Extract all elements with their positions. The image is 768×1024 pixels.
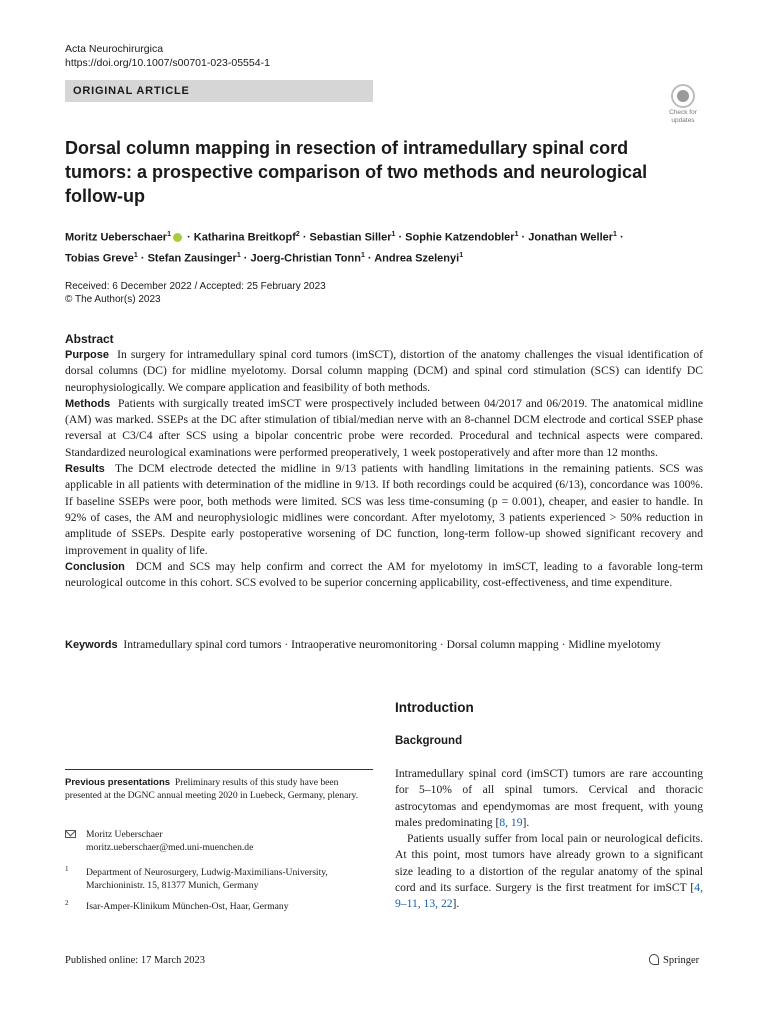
introduction-heading: Introduction bbox=[395, 700, 474, 715]
prev-label: Previous presentations bbox=[65, 777, 171, 788]
author-separator: · bbox=[364, 252, 375, 265]
paragraph-text: ]. bbox=[522, 815, 530, 829]
prev-text: Preliminary results of this study have been presented at the DGNC annual meeting 2020 in Luebeck, Germany, plenary. bbox=[65, 777, 359, 801]
author-separator: · bbox=[299, 231, 310, 244]
citation-link[interactable]: 4, 9–11, 13, 22 bbox=[395, 881, 703, 911]
abstract bbox=[65, 331, 703, 591]
author-name[interactable]: Joerg-Christian Tonn bbox=[250, 252, 361, 265]
section-label: Methods bbox=[65, 397, 111, 410]
previous-presentations-note bbox=[65, 776, 373, 802]
intro-paragraph-2 bbox=[395, 831, 703, 912]
author-affil: 2 bbox=[295, 231, 300, 238]
author-affil: 1 bbox=[167, 231, 171, 238]
author-name[interactable]: Jonathan Weller bbox=[528, 231, 614, 244]
author-affil: 1 bbox=[236, 251, 241, 259]
author-separator: · bbox=[184, 231, 194, 244]
affiliation-text: Isar-Amper-Klinikum München-Ost, Haar, Germany bbox=[86, 901, 289, 912]
affiliation-number: 2 bbox=[65, 899, 69, 907]
contact-name: Moritz Ueberschaer bbox=[86, 829, 163, 840]
section-label: Purpose bbox=[65, 349, 110, 361]
background-heading: Background bbox=[395, 735, 463, 747]
affiliation-text: Department of Neurosurgery, Ludwig-Maximilians-University, Marchioninistr. 15, 81377 Munich, Germany bbox=[86, 867, 328, 891]
footnote-divider bbox=[65, 769, 373, 770]
author-name[interactable]: Andrea Szelenyi bbox=[374, 252, 460, 265]
author-name[interactable]: Katharina Breitkopf bbox=[193, 231, 296, 244]
check-for-updates-badge[interactable] bbox=[664, 84, 702, 124]
publisher-name: Springer bbox=[663, 955, 700, 966]
author-affil: 1 bbox=[613, 231, 617, 238]
abstract-heading: Abstract bbox=[65, 332, 114, 346]
keywords bbox=[65, 637, 703, 653]
orcid-icon[interactable] bbox=[173, 233, 182, 242]
copyright: © The Author(s) 2023 bbox=[65, 294, 161, 305]
introduction-body bbox=[395, 766, 703, 913]
author-name[interactable]: Stefan Zausinger bbox=[147, 252, 237, 265]
affiliation-1 bbox=[65, 866, 373, 892]
author-affil: 1 bbox=[360, 251, 365, 259]
affiliation-2 bbox=[65, 900, 373, 913]
intro-paragraph-1 bbox=[395, 766, 703, 831]
check-updates-icon bbox=[671, 84, 695, 108]
author-list bbox=[65, 226, 705, 267]
author-name[interactable]: Moritz Ueberschaer bbox=[65, 231, 168, 244]
paragraph-text: Intramedullary spinal cord (imSCT) tumors are rare accounting for 5–10% of all spinal tumors. Cervical and thoracic astrocytomas and ependymomas are most frequent, with young males predominating [ bbox=[395, 767, 703, 829]
received-accepted: Received: 6 December 2022 / Accepted: 25 February 2023 bbox=[65, 281, 326, 292]
abstract-methods bbox=[65, 396, 703, 461]
published-date: Published online: 17 March 2023 bbox=[65, 955, 205, 966]
affiliation-number: 1 bbox=[65, 865, 69, 873]
author-separator: · bbox=[240, 252, 251, 265]
corresponding-author bbox=[65, 828, 373, 854]
section-text: In surgery for intramedullary spinal cord tumors (imSCT), distortion of the anatomy challenges the visual identification of dorsal columns (DC) for midline myelotomy. Dorsal column mapping (DCM) and spinal cord stimulation (SCS) can identify DC neurophysiologically. We compare application and feasibility of both methods. bbox=[65, 348, 703, 394]
author-separator: · bbox=[518, 231, 529, 244]
keywords-label: Keywords bbox=[65, 639, 118, 651]
author-affil: 1 bbox=[391, 231, 396, 238]
abstract-conclusion bbox=[65, 559, 703, 592]
citation-link[interactable]: 8, 19 bbox=[499, 815, 523, 829]
envelope-icon bbox=[65, 830, 76, 838]
author-name[interactable]: Sophie Katzendobler bbox=[405, 231, 515, 244]
section-text: The DCM electrode detected the midline in 9/13 patients with handling limitations in the remaining patients. SCS was applicable in all patients with determination of the midline in 9/13. If both recordings could be acquired (6/13), concordance was 100%. If baseline SSEPs were poor, both methods were limited. SCS was less time-consuming (p = 0.001), cheaper, and easier to handle. In 92% of cases, the AM and neurophysiologic midlines were concordant. After myelotomy, 3 patients experienced > 50% reduction in amplitude of SSEPs. Despite early postoperative worsening of DC function, long-term follow-up showed significant recovery and improvement in quality of life. bbox=[65, 462, 703, 557]
author-affil: 1 bbox=[133, 251, 138, 259]
paragraph-text: Patients usually suffer from local pain or neurological deficits. At this point, most tumors have already grown to a significant size leading to a distortion of the regular anatomy of the spinal cord and its surface. Surgery is the first treatment for imSCT [ bbox=[395, 832, 703, 895]
author-separator: · bbox=[616, 231, 624, 244]
badge-text-2: updates bbox=[671, 117, 695, 124]
author-name[interactable]: Tobias Greve bbox=[65, 252, 134, 265]
author-affil: 1 bbox=[459, 251, 464, 259]
article-dates bbox=[65, 280, 326, 306]
author-name[interactable]: Sebastian Siller bbox=[309, 231, 392, 244]
abstract-results bbox=[65, 461, 703, 559]
journal-name: Acta Neurochirurgica bbox=[65, 43, 164, 55]
section-text: Patients with surgically treated imSCT were prospectively included between 04/2017 and 06/2019. The anatomical midline (AM) was marked. SSEPs at the DC after stimulation of tibial/median nerve with an 8-channel DCM electrode and cortical SSEP phase reversal at C3/C4 after SCS using a bipolar concentric probe were recorded. Procedural and technical aspects were compared. Standardized neurological examinations were performed preoperatively, 1 week postoperatively and after more than 12 months. bbox=[65, 396, 703, 459]
badge-text-1: Check for bbox=[669, 109, 697, 116]
section-label: Conclusion bbox=[65, 560, 125, 573]
contact-email[interactable]: moritz.ueberschaer@med.uni-muenchen.de bbox=[86, 842, 254, 853]
author-affil: 1 bbox=[514, 231, 519, 238]
section-label: Results bbox=[65, 463, 105, 476]
section-text: DCM and SCS may help confirm and correct the AM for myelotomy in imSCT, leading to a favorable long-term neurological outcome in this cohort. SCS evolved to be superior concerning applicability, cost-effectiveness, and time expenditure. bbox=[65, 559, 703, 590]
author-separator: · bbox=[137, 252, 148, 265]
article-type-banner: ORIGINAL ARTICLE bbox=[65, 80, 373, 102]
doi-link[interactable]: https://doi.org/10.1007/s00701-023-05554-1 bbox=[65, 57, 270, 69]
paragraph-text: ]. bbox=[452, 897, 460, 911]
keywords-text: Intramedullary spinal cord tumors · Intraoperative neuromonitoring · Dorsal column mapping · Midline myelotomy bbox=[123, 638, 661, 651]
publisher-logo bbox=[649, 954, 699, 966]
abstract-purpose bbox=[65, 347, 703, 396]
author-separator: · bbox=[395, 231, 406, 244]
springer-horse-icon bbox=[649, 954, 659, 965]
article-title: Dorsal column mapping in resection of intramedullary spinal cord tumors: a prospective comparison of two methods and neurological follow-up bbox=[65, 138, 648, 206]
